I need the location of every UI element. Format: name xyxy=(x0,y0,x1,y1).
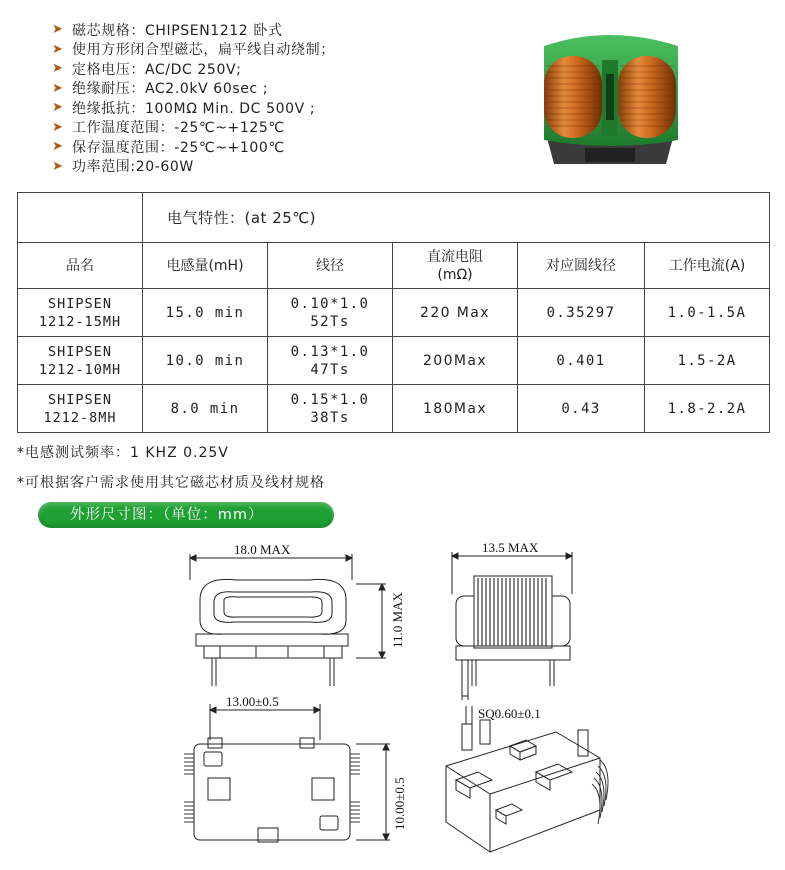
col-header-name: 品名 xyxy=(18,243,143,289)
table-header-row xyxy=(18,243,770,289)
arrow-bullet-icon: ➤ xyxy=(52,139,64,155)
spec-item: ➤ 绝缘抵抗：100MΩ Min. DC 500V ; xyxy=(52,100,316,117)
note-custom-material: *可根据客户需求使用其它磁芯材质及线材规格 xyxy=(17,475,325,491)
inductance-cell: 8.0 min xyxy=(143,385,268,433)
part-number-cell: SHIPSEN 1212-10MH xyxy=(18,337,143,385)
table-row xyxy=(18,385,770,433)
note-test-frequency: *电感测试频率：1 KHZ 0.25V xyxy=(17,445,229,461)
arrow-bullet-icon: ➤ xyxy=(52,80,64,96)
part-number-cell: SHIPSEN 1212-8MH xyxy=(18,385,143,433)
dimension-section-label: 外形尺寸图：（单位：mm） xyxy=(38,502,334,528)
current-cell: 1.5-2A xyxy=(645,337,770,385)
table-title-row xyxy=(18,193,770,243)
spec-item: ➤ 定格电压：AC/DC 250V; xyxy=(52,61,242,78)
round-wire-cell: 0.43 xyxy=(518,385,645,433)
table-row xyxy=(18,289,770,337)
table-row xyxy=(18,337,770,385)
bottom-width-dim: 13.00±0.5 xyxy=(226,694,279,709)
isometric-view-drawing xyxy=(446,706,608,852)
front-height-dim: 11.0 MAX xyxy=(390,592,405,648)
wire-cell: 0.13*1.0 47Ts xyxy=(268,337,393,385)
wire-cell: 0.15*1.0 38Ts xyxy=(268,385,393,433)
arrow-bullet-icon: ➤ xyxy=(52,22,64,38)
side-view-drawing xyxy=(452,552,572,700)
col-header-inductance: 电感量(mH) xyxy=(143,243,268,289)
arrow-bullet-icon: ➤ xyxy=(52,61,64,77)
electrical-spec-table xyxy=(17,192,770,433)
empty-cell xyxy=(18,193,143,243)
arrow-bullet-icon: ➤ xyxy=(52,158,64,174)
front-view-drawing xyxy=(190,554,386,686)
round-wire-cell: 0.35297 xyxy=(518,289,645,337)
col-header-wire: 线径 xyxy=(268,243,393,289)
arrow-bullet-icon: ➤ xyxy=(52,100,64,116)
spec-item: ➤ 功率范围:20-60W xyxy=(52,158,194,176)
spec-item: ➤ 磁芯规格：CHIPSEN1212 卧式 xyxy=(52,22,283,39)
side-width-dim: 13.5 MAX xyxy=(482,540,539,555)
notes xyxy=(17,442,325,502)
inductance-cell: 15.0 min xyxy=(143,289,268,337)
spec-item: ➤ 保存温度范围：-25℃~+100℃ xyxy=(52,139,285,156)
spec-item: ➤ 绝缘耐压：AC2.0kV 60sec ; xyxy=(52,80,269,98)
table-title: 电气特性：(at 25℃) xyxy=(143,193,770,243)
inductance-cell: 10.0 min xyxy=(143,337,268,385)
arrow-bullet-icon: ➤ xyxy=(52,119,64,135)
arrow-bullet-icon: ➤ xyxy=(52,41,64,57)
front-width-dim: 18.0 MAX xyxy=(234,542,291,557)
spec-item: ➤ 工作温度范围：-25℃~+125℃ xyxy=(52,119,285,137)
current-cell: 1.0-1.5A xyxy=(645,289,770,337)
round-wire-cell: 0.401 xyxy=(518,337,645,385)
wire-cell: 0.10*1.0 52Ts xyxy=(268,289,393,337)
spec-item: ➤ 使用方形闭合型磁芯，扁平线自动绕制； xyxy=(52,41,335,59)
col-header-round-wire: 对应圆线径 xyxy=(518,243,645,289)
dcr-cell: 180Max xyxy=(393,385,518,433)
bottom-height-dim: 10.00±0.5 xyxy=(392,777,407,830)
dimension-drawing xyxy=(160,540,620,860)
dcr-cell: 200Max xyxy=(393,337,518,385)
spec-list xyxy=(52,20,512,176)
product-photo xyxy=(530,16,690,176)
col-header-dcr: 直流电阻 (mΩ) xyxy=(393,243,518,289)
current-cell: 1.8-2.2A xyxy=(645,385,770,433)
part-number-cell: SHIPSEN 1212-15MH xyxy=(18,289,143,337)
pin-size-dim: SQ0.60±0.1 xyxy=(478,706,541,721)
dcr-cell: 220 Max xyxy=(393,289,518,337)
col-header-current: 工作电流(A) xyxy=(645,243,770,289)
bottom-view-drawing xyxy=(184,704,390,842)
